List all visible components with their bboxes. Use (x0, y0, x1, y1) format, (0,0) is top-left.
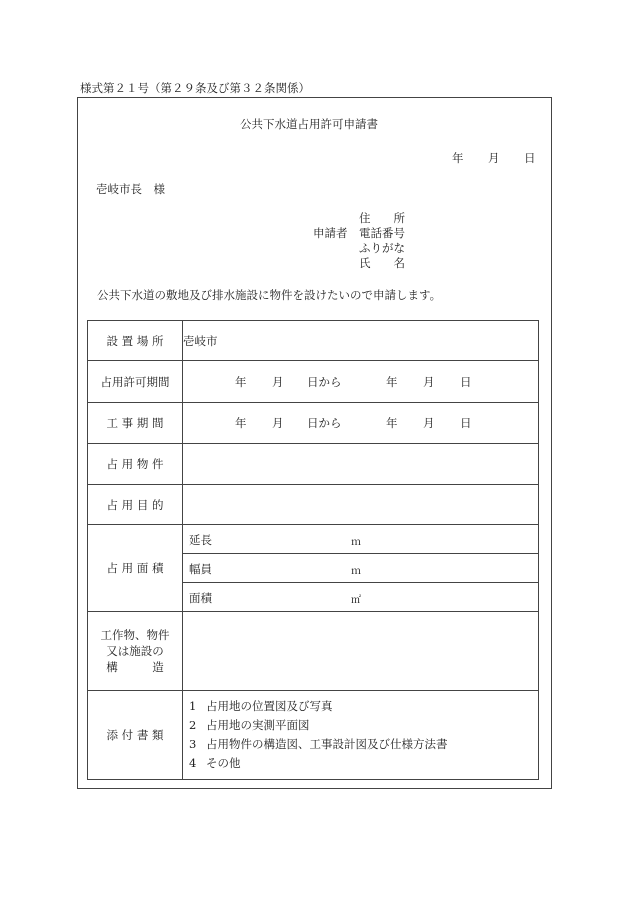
table-row (88, 691, 539, 780)
area-size-label: 面積 (189, 591, 212, 605)
form-number: 様式第２１号（第２９条及び第３２条関係） (80, 81, 310, 95)
occupied-object-value[interactable] (183, 444, 539, 485)
form-title: 公共下水道占用許可申請書 (240, 117, 378, 131)
permit-period-value[interactable] (183, 361, 539, 403)
area-length-row[interactable] (183, 525, 538, 554)
area-width-label: 幅員 (189, 562, 212, 576)
area-values (183, 525, 539, 612)
work-month-from: 月 (272, 416, 284, 430)
structure-label-line-3: 構 造 (106, 660, 164, 674)
period-month-from: 月 (272, 375, 284, 389)
applicant-name: 氏 名 (359, 256, 405, 270)
list-item (189, 697, 538, 716)
work-month-to: 月 (423, 416, 435, 430)
applicant-label: 申請者 (313, 226, 348, 240)
table-row (88, 403, 539, 444)
period-month-to: 月 (423, 375, 435, 389)
list-item (189, 735, 538, 754)
area-size-unit: ㎡ (351, 595, 361, 606)
area-width-unit: ｍ (351, 566, 361, 577)
application-table (87, 320, 539, 780)
work-day-from: 日から (307, 416, 342, 430)
area-length-unit: ｍ (351, 537, 361, 548)
table-row (88, 321, 539, 361)
period-year-from: 年 (235, 375, 247, 389)
attachment-num: 1 (189, 699, 197, 713)
attachment-text: 占用物件の構造図、工事設計図及び仕様方法書 (206, 737, 448, 751)
structure-label-line-1: 工作物、物件 (100, 628, 170, 642)
occupied-object-label: 占 用 物 件 (88, 444, 183, 485)
table-row (88, 444, 539, 485)
table-row (88, 612, 539, 691)
structure-label (88, 612, 183, 691)
area-length-label: 延長 (189, 533, 212, 547)
date-month: 月 (488, 151, 500, 165)
applicant-address: 住 所 (359, 211, 405, 225)
date-day: 日 (524, 151, 536, 165)
work-year-to: 年 (386, 416, 398, 430)
attachment-num: 3 (189, 737, 197, 751)
area-width-row[interactable] (183, 554, 538, 583)
period-day-to: 日 (460, 375, 472, 389)
list-item (189, 716, 538, 735)
work-period-label: 工 事 期 間 (88, 403, 183, 444)
request-text: 公共下水道の敷地及び排水施設に物件を設けたいので申請します。 (97, 288, 442, 302)
work-day-to: 日 (460, 416, 472, 430)
area-size-row[interactable] (183, 583, 538, 611)
attachment-text: 占用地の実測平面図 (206, 718, 310, 732)
work-period-value[interactable] (183, 403, 539, 444)
attachment-num: 4 (189, 756, 197, 770)
location-value[interactable]: 壱岐市 (183, 321, 539, 361)
table-row (88, 485, 539, 525)
attachment-text: 占用地の位置図及び写真 (206, 699, 333, 713)
permit-period-label: 占用許可期間 (88, 361, 183, 403)
attachments-label: 添 付 書 類 (88, 691, 183, 780)
attachment-num: 2 (189, 718, 197, 732)
period-year-to: 年 (386, 375, 398, 389)
work-year-from: 年 (235, 416, 247, 430)
date-year: 年 (452, 151, 464, 165)
attachment-text: その他 (206, 756, 241, 770)
attachments-list (183, 691, 539, 780)
addressee: 壱岐市長 様 (96, 182, 165, 196)
applicant-phone: 電話番号 (359, 226, 405, 240)
area-label: 占 用 面 積 (88, 525, 183, 612)
location-label: 設 置 場 所 (88, 321, 183, 361)
period-day-from: 日から (307, 375, 342, 389)
structure-label-line-2: 又は施設の (106, 644, 164, 658)
structure-value[interactable] (183, 612, 539, 691)
purpose-label: 占 用 目 的 (88, 485, 183, 525)
table-row (88, 361, 539, 403)
purpose-value[interactable] (183, 485, 539, 525)
applicant-furigana: ふりがな (359, 241, 405, 255)
table-row (88, 525, 539, 612)
list-item (189, 754, 538, 773)
